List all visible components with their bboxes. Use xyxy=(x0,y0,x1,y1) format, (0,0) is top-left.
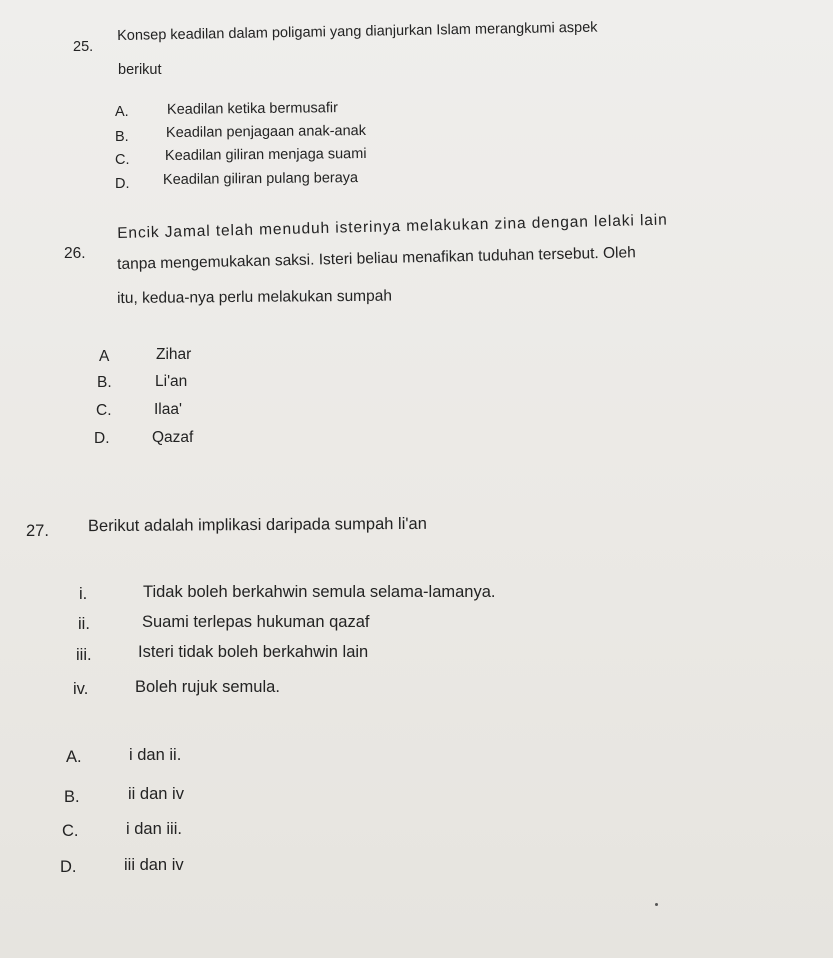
option-letter: C. xyxy=(115,152,130,168)
option-text: Qazaf xyxy=(152,429,194,446)
option-letter: C. xyxy=(96,402,112,419)
option-letter: A. xyxy=(115,104,129,120)
option-letter: B. xyxy=(115,129,129,145)
option-letter: D. xyxy=(60,858,77,876)
question-number: 26. xyxy=(64,245,86,262)
option-letter: D. xyxy=(94,430,110,447)
question-stem: Encik Jamal telah menuduh isterinya melakukan zina dengan lelaki lain xyxy=(117,211,668,242)
question-stem: Berikut adalah implikasi daripada sumpah li'an xyxy=(87,514,427,536)
statement-text: Isteri tidak boleh berkahwin lain xyxy=(138,643,369,661)
statement-text: Suami terlepas hukuman qazaf xyxy=(142,613,370,631)
option-text: Li'an xyxy=(155,373,188,390)
option-text: Zihar xyxy=(156,346,192,363)
statement-numeral: iii. xyxy=(76,646,92,664)
option-letter: D. xyxy=(115,176,130,192)
option-text: ii dan iv xyxy=(128,785,184,803)
statement-numeral: iv. xyxy=(73,680,89,698)
option-text: Keadilan giliran pulang beraya xyxy=(162,169,359,189)
option-letter: C. xyxy=(62,822,79,840)
statement-numeral: i. xyxy=(79,585,88,603)
question-number: 27. xyxy=(26,522,49,540)
statement-numeral: ii. xyxy=(78,615,90,633)
question-stem: berikut xyxy=(118,62,162,78)
option-letter: A xyxy=(99,348,110,365)
statement-text: Boleh rujuk semula. xyxy=(135,678,280,696)
statement-text: Tidak boleh berkahwin semula selama-lamanya. xyxy=(143,583,496,601)
option-text: iii dan iv xyxy=(124,856,184,874)
option-text: i dan iii. xyxy=(126,820,182,838)
option-text: Keadilan penjagaan anak-anak xyxy=(165,122,367,142)
ink-speck xyxy=(655,903,658,906)
question-number: 25. xyxy=(73,39,94,55)
option-letter: B. xyxy=(64,788,80,806)
option-text: Ilaa' xyxy=(154,401,182,418)
question-stem: Konsep keadilan dalam poligami yang dianjurkan Islam merangkumi aspek xyxy=(117,19,598,44)
option-text: Keadilan ketika bermusafir xyxy=(166,100,338,118)
option-letter: B. xyxy=(97,374,112,391)
question-stem: itu, kedua-nya perlu melakukan sumpah xyxy=(117,287,392,307)
question-stem: tanpa mengemukakan saksi. Isteri beliau menafikan tuduhan tersebut. Oleh xyxy=(117,244,636,273)
option-letter: A. xyxy=(66,748,82,766)
option-text: i dan ii. xyxy=(129,746,182,764)
option-text: Keadilan giliran menjaga suami xyxy=(164,145,367,165)
